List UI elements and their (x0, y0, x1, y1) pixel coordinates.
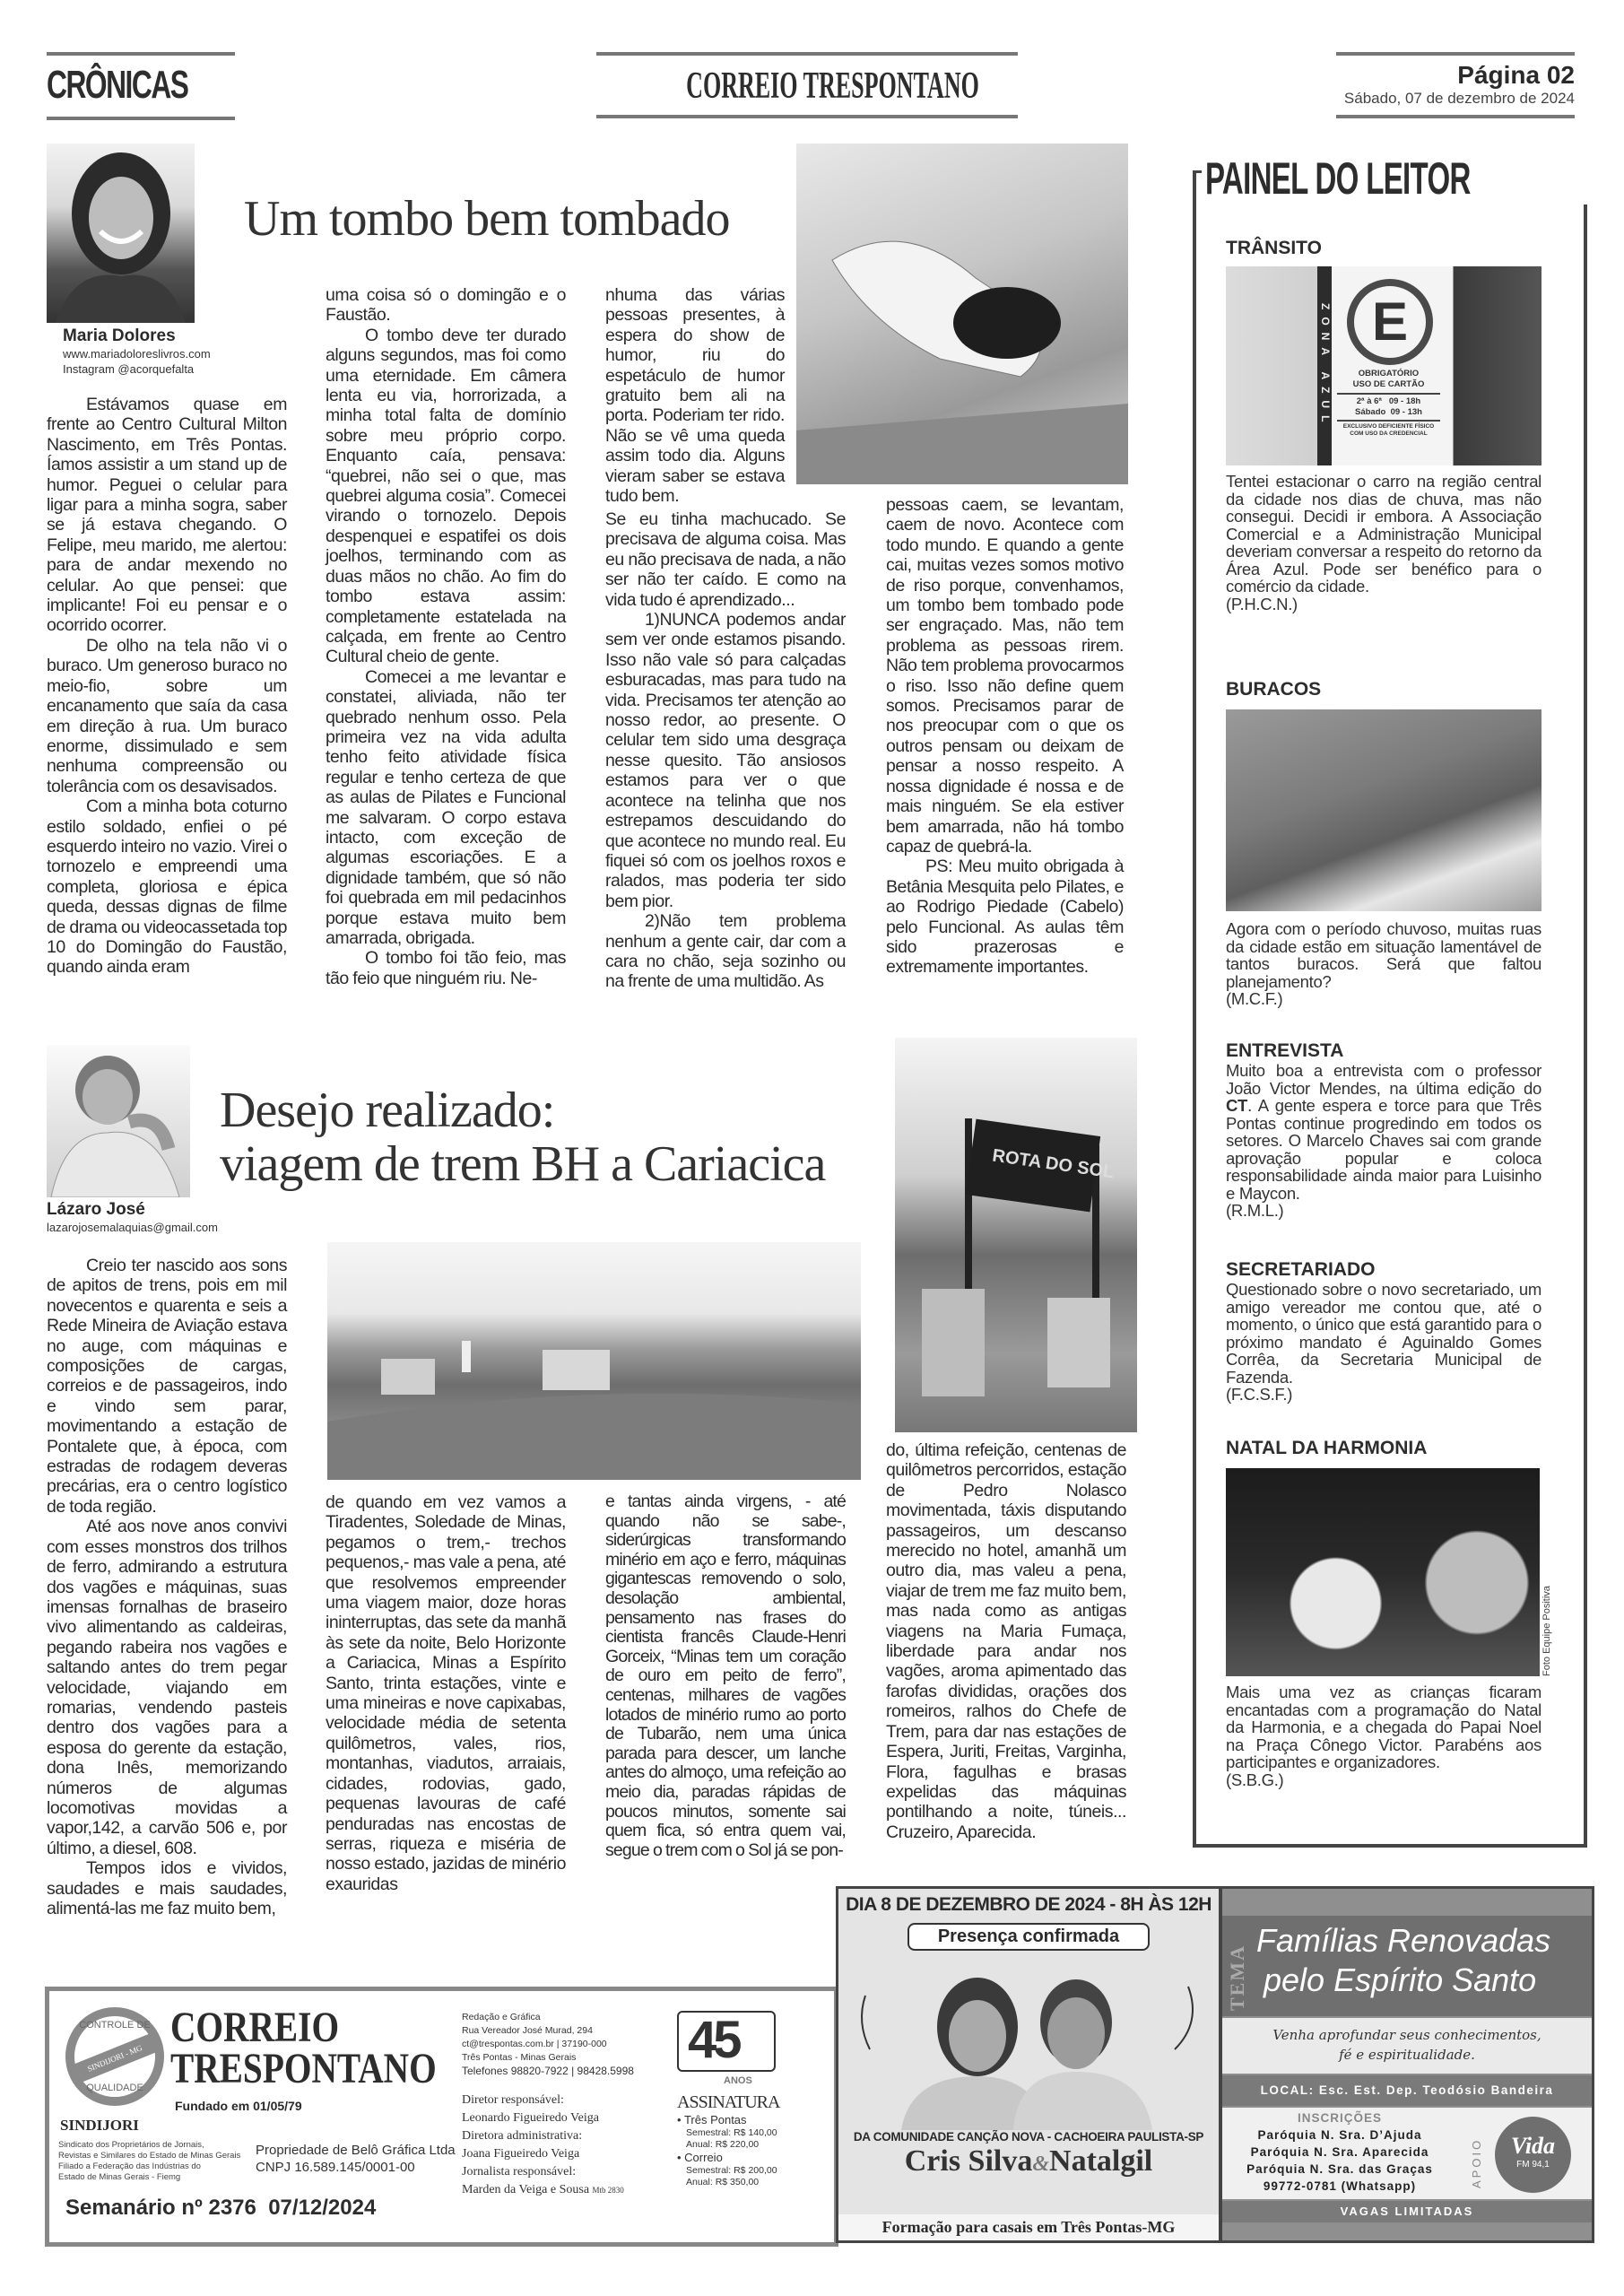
paragraph: Estávamos quase em frente ao Centro Cultural Milton Nascimento, em Três Pontas. Íamos assistir a um stand up de humor. Peguei o celular para ligar para a minha sogra, saber se já estava chegando. O Felipe, meu marido, me alertou: para de andar mexendo no celular. Ao que pensei: que implicante! Foi eu pensar e o ocorrido ocorrer. (47, 395, 287, 636)
article1-column-2 (326, 285, 566, 988)
paragraph: O tombo foi tão feio, mas tão feio que ninguém riu. Ne- (326, 948, 566, 988)
author-photo-lazaro-jose (47, 1045, 190, 1197)
author-photo-maria-dolores (47, 144, 195, 323)
staff-line: Marden da Veiga e Sousa (462, 2183, 590, 2196)
inscricoes-title: INSCRIÇÕES (1297, 2111, 1382, 2125)
parish: Paróquia N. Sra. Aparecida (1250, 2145, 1429, 2159)
author-byline-2 (47, 1200, 218, 1235)
address-line: Rua Vereador José Murad, 294 (462, 2025, 593, 2036)
panel-heading: BURACOS (1226, 679, 1322, 700)
panel-heading: ENTREVISTA (1226, 1040, 1344, 1061)
founded-date: Fundado em 01/05/79 (175, 2099, 302, 2113)
panel-signature: (F.C.S.F.) (1226, 1385, 1293, 1404)
desc-line: Sindicato dos Proprietários de Jornais, (58, 2140, 204, 2150)
price: Semestral: R$ 140,00 (686, 2127, 777, 2138)
panel-title-text: PAINEL DO LEITOR (1205, 153, 1471, 204)
paragraph: Se eu tinha machucado. Se precisava de alguma coisa. Mas eu não precisava de nada, a não ser não ter caído. E como na vida tudo é aprendizado... (605, 509, 846, 610)
masthead-box (45, 1987, 838, 2247)
address-line: Três Pontas - Minas Gerais (462, 2052, 577, 2063)
radio-frequency: FM 94,1 (1516, 2160, 1550, 2170)
whatsapp-phone[interactable]: 99772-0781 (Whatsapp) (1263, 2179, 1417, 2193)
sign-hours: Sábado 09 - 13h (1355, 407, 1422, 417)
article1-column-4 (886, 495, 1124, 978)
apoio-label: APOIO (1470, 2137, 1483, 2188)
theme-title: pelo Espírito Santo (1264, 1961, 1537, 1998)
sindijori-label: SINDIJORI (60, 2117, 139, 2134)
owner: Propriedade de Belô Gráfica Ltda (256, 2143, 456, 2158)
speaker-name: Cris Silva (904, 2144, 1033, 2178)
parking-e-icon: E (1347, 279, 1433, 365)
desc-line: Estado de Minas Gerais - Fiemg (58, 2172, 181, 2182)
radio-name: Vida (1510, 2133, 1556, 2159)
article1-column-3b (605, 509, 846, 992)
theme-script (1222, 2018, 1592, 2074)
page-info (1336, 52, 1575, 118)
panel-item-natal (1226, 1438, 1567, 1788)
subscription-title: ASSINATURA (677, 2092, 780, 2112)
sindijori-description (58, 2140, 240, 2183)
issue-number: Semanário nº 2376 07/12/2024 (65, 2196, 377, 2220)
panel-text: Questionado sobre o novo secretariado, um amigo vereador me contou que, até o momento, o único que está garantido para o próximo mandato é Aguinaldo Gomes Corrêa, da Secretaria Municipal de Fazenda. (1226, 1280, 1541, 1387)
address-block (462, 2011, 634, 2078)
article-photo-fallen-woman (796, 144, 1128, 484)
panel-item-buracos (1226, 679, 1541, 1008)
event-advertisement (836, 1886, 1221, 2243)
panel-text: Mais uma vez as crianças ficaram encantadas com a programação do Natal da Harmonia, e a chegada do Papai Noel na Praça Cônego Victor. Parabéns aos participantes e organizadores. (1226, 1683, 1541, 1771)
paragraph: 1)NUNCA podemos andar sem ver onde estamos pisando. Isso não vale só para calçadas esburacadas, mas para tudo na vida. Precisamos ter atenção ao nosso redor, ao presente. O celular tem sido uma desgraça nesse quesito. Tão ansiosos estamos para ver o que acontece na telinha que nos estrepamos descuidando do que acontece no mundo real. Eu fiquei só com os joelhos roxos e ralados, mas poderia ter sido bem pior. (605, 610, 846, 911)
article2-column-3 (605, 1492, 846, 1860)
address-line: Redação e Gráfica (462, 2012, 541, 2022)
panel-text: . A gente espera e torce para que Três Pontas continue progredindo em todos os setores. O Marcelo Chaves sai com grande aprovação popular e coloca responsabilidade ainda maior para Luisinho e Maycon. (1226, 1096, 1541, 1203)
author-email[interactable]: lazarojosemalaquias@gmail.com (47, 1221, 218, 1234)
registration-block (1222, 2108, 1592, 2199)
panel-text: Tentei estacionar o carro na região central da cidade nos dias de chuva, mas não consegui. Decidi ir embora. A Associação Comercial e a Administração Municipal deveriam conversar a respeito do retorno da Área Azul. Pode ser benéfico para o comércio da cidade. (1226, 472, 1541, 596)
event-date: DIA 8 DE DEZEMBRO DE 2024 - 8H ÀS 12H (846, 1894, 1211, 1915)
limited-spots: VAGAS LIMITADAS (1222, 2201, 1592, 2222)
paragraph: do, última refeição, centenas de quilômetros percorridos, estação de Pedro Nolasco movimentada, táxis disputando passageiros, um descanso merecido no hotel, amanhã um outro dia, mas valeu a pena, viajar de trem me faz muito bem, mas nada como as antigas viagens na Maria Fumaça, liberdade para andar nos vagões, aroma apimentado das farofas divididas, orações dos romeiros, ralhos do Chefe de Trem, para dar nas estações de Espera, Juriti, Freitas, Varginha, Flora, fagulhas e brasas expelidas das máquinas pontilhando a noite, túneis... Cruzeiro, Aparecida. (886, 1440, 1126, 1842)
paragraph: PS: Meu muito obrigada à Betânia Mesquita pelo Pilates, e ao Rodrigo Piedade (Cabelo) pelo Funcional. As aulas têm sido prazerosas e extremamente importantes. (886, 857, 1124, 978)
price: Semestral: R$ 200,00 (686, 2165, 777, 2176)
anniversary-label: ANOS (724, 2075, 752, 2086)
paragraph: nhuma das várias pessoas presentes, à espera do show de humor, riu do espetáculo de humor gratuito bem ali na porta. Poderiam ter rido. Não se vê uma queda assim todo dia. Alguns vieram saber se estava tudo bem. (605, 285, 785, 507)
speaker-name: Natalgil (1049, 2144, 1153, 2178)
paragraph: O tombo deve ter durado alguns segundos, mas foi como uma eternidade. Em câmera lenta eu via, horrorizada, a minha total falta de domínio sobre meu próprio corpo. Enquanto caía, pensava: “quebrei, não sei o que, mas quebrei alguma cosia”. Comecei virando o tornozelo. Depois despenquei e espatifei os dois joelhos, terminando com as duas mãos no chão. Ao fim do tombo estava assim: completamente estatelada na calçada, em frente ao Centro Cultural cheio de gente. (326, 325, 566, 667)
sign-line: OBRIGATÓRIO (1358, 369, 1420, 378)
panel-text: Agora com o período chuvoso, muitas ruas da cidade estão em situação lamentável de tantos buracos. Será que faltou planejamento? (1226, 919, 1541, 991)
article2-column-2 (326, 1492, 566, 1894)
subscription-block: ASSINATURA • Três Pontas Semestral: R$ 140,00 Anual: R$ 220,00 • Correio Semestral: R$ 200,00 Anual: R$ 350,00 (677, 2092, 780, 2187)
ampersand: & (1032, 2152, 1050, 2176)
panel-item-secretariado (1226, 1259, 1541, 1404)
subscription-group: Três Pontas (683, 2113, 747, 2126)
theme-banner (1222, 1916, 1592, 2016)
parish: Paróquia N. Sra. D’Ajuda (1257, 2128, 1422, 2142)
paragraph: Até aos nove anos convivi com esses monstros dos trilhos de ferro, admirando a estrutura dos vagões e máquinas, suas imensas fornalhas de braseiro vivo alimentando as caldeiras, pegando rabeira nos vagões e saltando antes do trem pegar velocidade, viajando em romarias, vendendo pasteis dentro dos vagões para a esposa do gerente da estação, dona Inês, memorizando números de algumas locomotivas movidas a vapor,142, a carvão 506 e, por último, a diesel, 608. (47, 1517, 287, 1858)
panel-heading: NATAL DA HARMONIA (1226, 1438, 1428, 1458)
sign-hours: 2ª à 6ª 09 - 18h (1337, 393, 1440, 407)
presence-badge: Presença confirmada (908, 1923, 1150, 1951)
paragraph: e tantas ainda virgens, - até quando não se sabe-, siderúrgicas transformando minério em aço e ferro, máquinas gigantescas removendo o solo, desolação ambiental, pensamento nas frases do cientista francês Claude-Henri Gorceix, “Minas tem um coração de ouro em peito de ferro”, centenas, milhares de vagões lotados de minério rumo ao porto de Tubarão, nem uma única parada para descer, um lanche antes do almoço, uma refeição ao meio dia, paradas rápidas de poucos minutos, somente sai quem fica, só entra quem vai, segue o trem com o Sol já se pon- (605, 1492, 846, 1860)
anniversary-number: 45 (688, 2011, 739, 2069)
ownership (256, 2142, 456, 2176)
paragraph: Com a minha bota coturno estilo soldado, enfiei o pé esquerdo inteiro no vazio. Virei o tornozelo e empreendi uma completa, gloriosa e épica queda, dessas dignas de filme de drama ou videocassetada top 10 do Domingão do Faustão, quando ainda eram (47, 796, 287, 978)
paragraph: de quando em vez vamos a Tiradentes, Soledade de Minas, pegamos o trem,- trechos pequenos,- mas vale a pena, até que resolvemos empreender uma viagem maior, doze horas ininterruptas, das sete da manhã às sete da noite, Belo Horizonte a Cariacica, Minas a Espírito Santo, trinta estações, vinte e uma mineiras e nove capixabas, velocidade média de setenta quilômetros, vales, rios, montanhas, viadutos, arraiais, cidades, rodovias, gado, pequenas lavouras de café penduradas nas encostas de serras, riqueza e miséria de nosso estado, jazidas de minério exauridas (326, 1492, 566, 1894)
author-instagram[interactable]: Instagram @acorquefalta (63, 362, 195, 376)
mtb-number: Mtb 2830 (592, 2186, 624, 2195)
article1-column-3a (605, 285, 785, 506)
script-line: fé e espiritualidade. (1339, 2047, 1475, 2063)
event-footer: Formação para casais em Três Pontas-MG (838, 2214, 1219, 2240)
script-line: Venha aprofundar seus conhecimentos, (1272, 2027, 1541, 2043)
couple-photo (838, 1951, 1219, 2130)
article-photo-rota-do-sol (895, 1038, 1137, 1432)
author-name: Maria Dolores (63, 326, 176, 345)
pothole-photo (1226, 709, 1541, 911)
issue-date: Sábado, 07 de dezembro de 2024 (1343, 90, 1575, 107)
masthead (596, 52, 1018, 118)
panel-signature: (R.M.L.) (1226, 1201, 1284, 1220)
seal-text: CONTROLE DE (79, 2020, 151, 2031)
panel-item-transito (1226, 238, 1541, 613)
zona-azul-sign-photo (1226, 266, 1541, 465)
panel-heading: SECRETARIADO (1226, 1259, 1376, 1280)
event-location: LOCAL: Esc. Est. Dep. Teodósio Bandeira (1222, 2075, 1592, 2106)
author-byline (63, 326, 211, 377)
panel-heading: TRÂNSITO (1226, 238, 1322, 258)
staff-line: Diretor responsável: (462, 2093, 564, 2107)
masthead-title: CORREIO TRESPONTANO (686, 65, 979, 107)
panel-text: Muito boa a entrevista com o professor João Victor Mendes, na última edição do (1226, 1061, 1541, 1098)
paragraph: uma coisa só o domingão e o Faustão. (326, 285, 566, 326)
article2-headline (220, 1083, 825, 1191)
theme-title: Famílias Renovadas (1256, 1922, 1551, 1959)
panel-item-entrevista (1226, 1040, 1541, 1220)
paper-name-line: CORREIO (170, 2004, 340, 2051)
article-headline: Um tombo bem tombado (244, 191, 730, 247)
paper-name-line: TRESPONTANO (170, 2045, 437, 2092)
paragraph: pessoas caem, se levantam, caem de novo. Acontece com todo mundo. E quando a gente cai, muitas vezes somos motivo de riso porque, convenhamos, um tombo bem tombado pode ser engraçado. Mas, não tem problema as pessoas rirem. Não tem problema provocarmos o riso. Isso não define quem somos. Precisamos parar de nos preocupar com o que os outros pensam ou deixam de pensar a nosso respeito. A nossa dignidade é nossa e de mais ninguém. Se ela estiver bem amarrada, não há tombo capaz de quebrá-la. (886, 495, 1124, 857)
headline-line-1: Desejo realizado: (220, 1083, 555, 1138)
article2-column-4 (886, 1440, 1126, 1842)
article-photo-city-view (327, 1242, 861, 1480)
paragraph: Tempos idos e vividos, saudades e mais saudades, alimentá-las me faz muito bem, (47, 1858, 287, 1918)
article1-column-1 (47, 395, 287, 978)
tema-label: TEMA (1226, 1944, 1248, 2011)
sign-exclusive: EXCLUSIVO DEFICIENTE FÍSICO COM USO DA CREDENCIAL (1337, 420, 1440, 438)
section-title: CRÔNICAS (47, 63, 188, 107)
price: Anual: R$ 350,00 (686, 2177, 760, 2187)
community-text: DA COMUNIDADE CANÇÃO NOVA - CACHOEIRA PAULISTA-SP (853, 2130, 1204, 2144)
author-name: Lázaro José (47, 1200, 145, 1219)
theme-advertisement (1220, 1886, 1594, 2243)
price: Anual: R$ 220,00 (686, 2139, 760, 2150)
paragraph: Creio ter nascido aos sons de apitos de trens, pois em mil novecentos e quarenta e seis a Rede Mineira de Aviação estava no auge, com máquinas e composições de cargas, correios e de passageiros, indo e vindo sem parar, movimentando a estação de Pontalete que, à época, com estradas de rodagem deveras precárias, era o centro logístico de toda região. (47, 1256, 287, 1517)
subscription-group: Correio (684, 2151, 723, 2164)
staff-line: Jornalista responsável: (462, 2165, 577, 2179)
panel-text-bold: CT (1226, 1096, 1248, 1115)
paper-name (170, 2004, 437, 2092)
parish: Paróquia N. Sra. das Graças (1246, 2162, 1433, 2176)
page-number: Página 02 (1457, 61, 1575, 89)
seal-text: SINDIJORI - MG (69, 2032, 161, 2085)
panel-signature: (M.C.F.) (1226, 989, 1283, 1008)
desc-line: Revistas e Similares do Estado de Minas Gerais (58, 2151, 241, 2161)
cnpj: CNPJ 16.589.145/0001-00 (256, 2160, 415, 2175)
paragraph: Comecei a me levantar e constatei, aliviada, não ter quebrado nenhum osso. Pela primeira vez na vida adulta tenho feito atividade física regular e tenho certeza de que as aulas de Pilates e Funcional me salvaram. O corpo estava intacto, com exceção de algumas escoriações. E a dignidade também, que só não foi quebrada em mil pedacinhos porque estava muito bem amarrada, obrigada. (326, 666, 566, 948)
seal-text: QUALIDADE (86, 2083, 143, 2093)
staff-line: Leonardo Figueiredo Veiga (462, 2111, 599, 2125)
phone-line: Telefones 98820-7922 | 98428.5998 (462, 2065, 634, 2077)
paragraph: 2)Não tem problema nenhum a gente cair, dar com a cara no chão, seja sozinho ou na frente de uma multidão. As (605, 911, 846, 992)
anniversary-logo (677, 2011, 776, 2086)
staff-line: Diretora administrativa: (462, 2129, 583, 2143)
panel-signature: (S.B.G.) (1226, 1770, 1284, 1789)
staff-line: Joana Figueiredo Veiga (462, 2147, 580, 2161)
desc-line: Filiado a Federação das Indústrias do (58, 2161, 201, 2171)
sign-line: USO DE CARTÃO (1352, 379, 1425, 389)
staff-block (462, 2092, 624, 2199)
photo-credit: Foto Equipe Positiva (1541, 1586, 1552, 1676)
panel-signature: (P.H.C.N.) (1226, 594, 1298, 613)
quality-seal (65, 2007, 164, 2106)
sign-text: ROTA DO SOL (991, 1145, 1116, 1183)
contact-email[interactable]: ct@trespontas.com.br | 37190-000 (462, 2039, 607, 2049)
christmas-photo (1226, 1468, 1540, 1676)
paragraph: De olho na tela não vi o buraco. Um generoso buraco no meio-fio, sobre um encanamento que saía da casa em direção à rua. Um buraco enorme, dissimulado e sem nenhuma compreensão ou tolerância com os desavisados. (47, 635, 287, 796)
article2-column-1 (47, 1256, 287, 1918)
zone-label: ZONA AZUL (1317, 266, 1332, 465)
vida-fm-logo (1495, 2117, 1571, 2193)
headline-line-2: viagem de trem BH a Cariacica (220, 1136, 826, 1192)
panel-title (1202, 152, 1612, 204)
author-website[interactable]: www.mariadoloreslivros.com (63, 347, 211, 361)
section-label (47, 52, 235, 120)
